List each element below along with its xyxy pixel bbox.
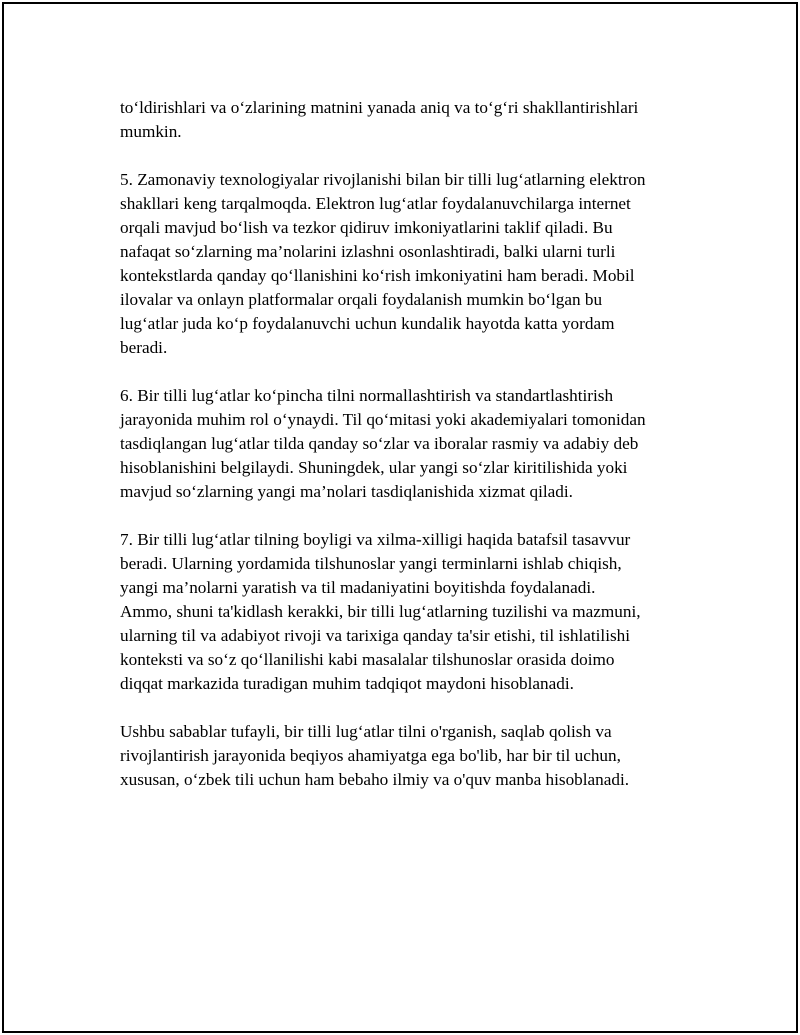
- text-line: 5. Zamonaviy texnologiyalar rivojlanishi bilan bir tilli lug‘atlarning elektron: [120, 170, 646, 189]
- text-line: mavjud so‘zlarning yangi ma’nolari tasdiqlanishida xizmat qiladi.: [120, 482, 573, 501]
- text-line: beradi. Ularning yordamida tilshunoslar yangi terminlarni ishlab chiqish,: [120, 554, 622, 573]
- text-line: konteksti va so‘z qo‘llanilishi kabi masalalar tilshunoslar orasida doimo: [120, 650, 615, 669]
- text-line: jarayonida muhim rol o‘ynaydi. Til qo‘mitasi yoki akademiyalari tomonidan: [120, 410, 646, 429]
- text-line: ularning til va adabiyot rivoji va tarixiga qanday ta'sir etishi, til ishlatilishi: [120, 626, 631, 645]
- text-line: orqali mavjud bo‘lish va tezkor qidiruv imkoniyatlarini taklif qiladi. Bu: [120, 218, 613, 237]
- paragraph-point-5: [120, 168, 700, 360]
- text-line: lug‘atlar juda ko‘p foydalanuvchi uchun kundalik hayotda katta yordam: [120, 314, 615, 333]
- paragraph-point-7: [120, 528, 700, 696]
- text-line: beradi.: [120, 338, 168, 357]
- text-line: tasdiqlangan lug‘atlar tilda qanday so‘zlar va iboralar rasmiy va adabiy deb: [120, 434, 639, 453]
- text-line: kontekstlarda qanday qo‘llanishini ko‘rish imkoniyatini ham beradi. Mobil: [120, 266, 635, 285]
- text-line: to‘ldirishlari va o‘zlarining matnini yanada aniq va to‘g‘ri shakllantirishlari: [120, 98, 639, 117]
- text-line: rivojlantirish jarayonida beqiyos ahamiyatga ega bo'lib, har bir til uchun,: [120, 746, 621, 765]
- text-line: diqqat markazida turadigan muhim tadqiqot maydoni hisoblanadi.: [120, 674, 574, 693]
- text-line: Ammo, shuni ta'kidlash kerakki, bir tilli lug‘atlarning tuzilishi va mazmuni,: [120, 602, 641, 621]
- paragraph-conclusion: [120, 720, 700, 792]
- document-page: [2, 2, 798, 1033]
- text-line: mumkin.: [120, 122, 182, 141]
- text-line: 6. Bir tilli lug‘atlar ko‘pincha tilni normallashtirish va standartlashtirish: [120, 386, 614, 405]
- text-line: xususan, o‘zbek tili uchun ham bebaho ilmiy va o'quv manba hisoblanadi.: [120, 770, 630, 789]
- text-line: ilovalar va onlayn platformalar orqali foydalanish mumkin bo‘lgan bu: [120, 290, 603, 309]
- paragraph-point-6: [120, 384, 700, 504]
- text-line: hisoblanishini belgilaydi. Shuningdek, ular yangi so‘zlar kiritilishida yoki: [120, 458, 628, 477]
- paragraph-continuation: [120, 96, 700, 144]
- document-body: [120, 96, 700, 816]
- text-line: shakllari keng tarqalmoqda. Elektron lug‘atlar foydalanuvchilarga internet: [120, 194, 631, 213]
- text-line: Ushbu sabablar tufayli, bir tilli lug‘atlar tilni o'rganish, saqlab qolish va: [120, 722, 612, 741]
- text-line: nafaqat so‘zlarning ma’nolarini izlashni osonlashtiradi, balki ularni turli: [120, 242, 616, 261]
- text-line: yangi ma’nolarni yaratish va til madaniyatini boyitishda foydalanadi.: [120, 578, 596, 597]
- text-line: 7. Bir tilli lug‘atlar tilning boyligi va xilma-xilligi haqida batafsil tasavvur: [120, 530, 631, 549]
